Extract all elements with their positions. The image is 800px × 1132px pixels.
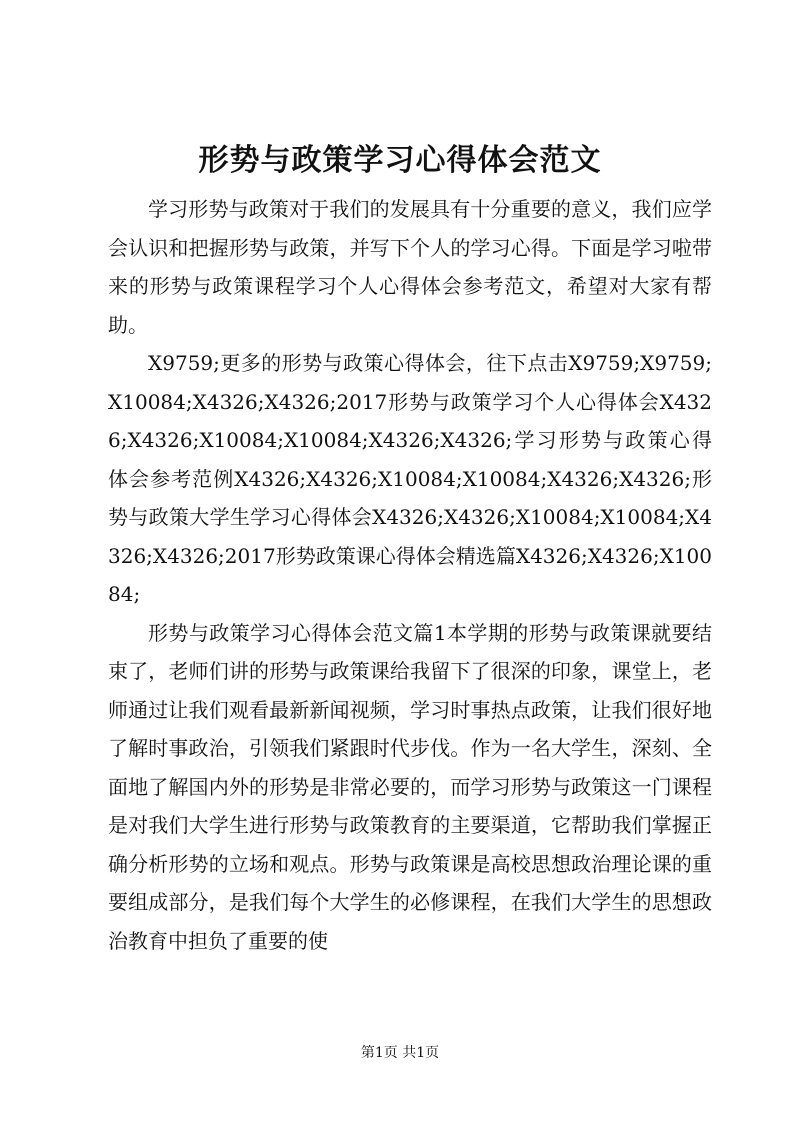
links-paragraph: X9759;更多的形势与政策心得体会，往下点击X9759;X9759;X10084;X4326;X4326;2017形势与政策学习个人心得体会X4326;X4326;X10084;X10084;X4326;X4326;学习形势与政策心得体会参考范例X4326;X4326;X10084;X10084;X4326;X4326;形势与政策大学生学习心得体会X4326;X4326;X10084;X10084;X4326;X4326;2017形势政策课心得体会精选篇X4326;X4326;X10084; — [108, 351, 712, 606]
page-title: 形势与政策学习心得体会范文 — [198, 143, 602, 178]
document-body — [108, 190, 712, 960]
page-footer: 第1页 共1页 — [360, 1045, 440, 1061]
intro-paragraph: 学习形势与政策对于我们的发展具有十分重要的意义，我们应学会认识和把握形势与政策，并写下个人的学习心得。下面是学习啦带来的形势与政策课程学习个人心得体会参考范文，希望对大家有帮助。 — [108, 197, 712, 337]
article-paragraph-1: 形势与政策学习心得体会范文篇1本学期的形势与政策课就要结束了，老师们讲的形势与政策课给我留下了很深的印象，课堂上，老师通过让我们观看最新新闻视频，学习时事热点政策，让我们很好地了解时事政治，引领我们紧跟时代步伐。作为一名大学生，深刻、全面地了解国内外的形势是非常必要的，而学习形势与政策这一门课程是对我们大学生进行形势与政策教育的主要渠道，它帮助我们掌握正确分析形势的立场和观点。形势与政策课是高校思想政治理论课的重要组成部分，是我们每个大学生的必修课程，在我们大学生的思想政治教育中担负了重要的使 — [108, 620, 712, 953]
